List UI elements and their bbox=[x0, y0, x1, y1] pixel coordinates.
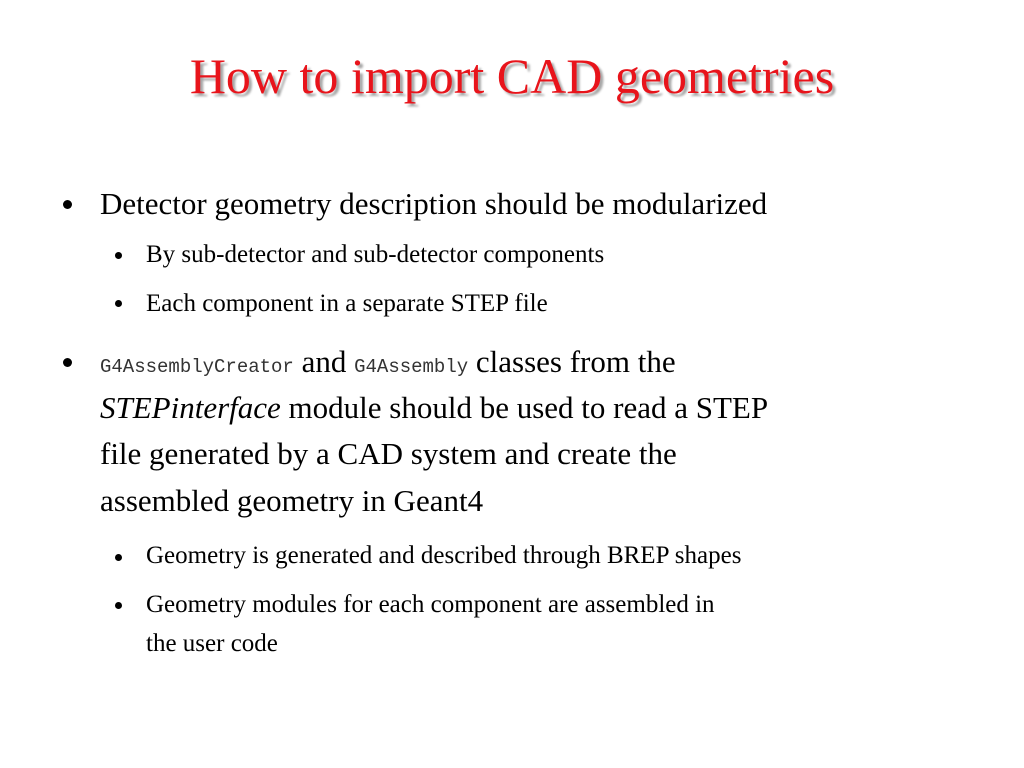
bullet-2-sub-1: Geometry is generated and described through BREP shapes bbox=[146, 542, 742, 569]
and-text: and bbox=[301, 344, 347, 379]
bullet-1-sub-1: By sub-detector and sub-detector components bbox=[146, 241, 605, 268]
bullet-2-line-4: assembled geometry in Geant4 bbox=[100, 483, 484, 518]
bullet-2-line-3: file generated by a CAD system and create the bbox=[100, 436, 677, 471]
code-g4assembly: G4Assembly bbox=[354, 356, 469, 378]
code-g4assemblycreator: G4AssemblyCreator bbox=[100, 356, 294, 378]
bullet-dot-icon bbox=[63, 200, 72, 209]
sub-bullet-dot-icon bbox=[115, 252, 122, 259]
stepinterface-italic: STEPinterface bbox=[100, 390, 281, 425]
bullet-1-sub-2: Each component in a separate STEP file bbox=[146, 290, 548, 317]
bullet-2-line-2-tail: module should be used to read a STEP bbox=[288, 390, 769, 425]
bullet-2-line-1-tail: classes from the bbox=[475, 344, 676, 379]
bullet-dot-icon bbox=[63, 358, 72, 367]
sub-bullet-dot-icon bbox=[115, 602, 122, 609]
sub-bullet-dot-icon bbox=[115, 300, 122, 307]
bullet-1-text: Detector geometry description should be modularized bbox=[100, 186, 768, 221]
bullet-2-sub-2-line-1: Geometry modules for each component are assembled in bbox=[146, 591, 715, 618]
slide-title: How to import CAD geometries bbox=[189, 48, 835, 104]
bullet-2-sub-2-line-2: the user code bbox=[146, 630, 278, 657]
sub-bullet-dot-icon bbox=[115, 554, 122, 561]
bullet-2-line-2 bbox=[100, 384, 980, 432]
